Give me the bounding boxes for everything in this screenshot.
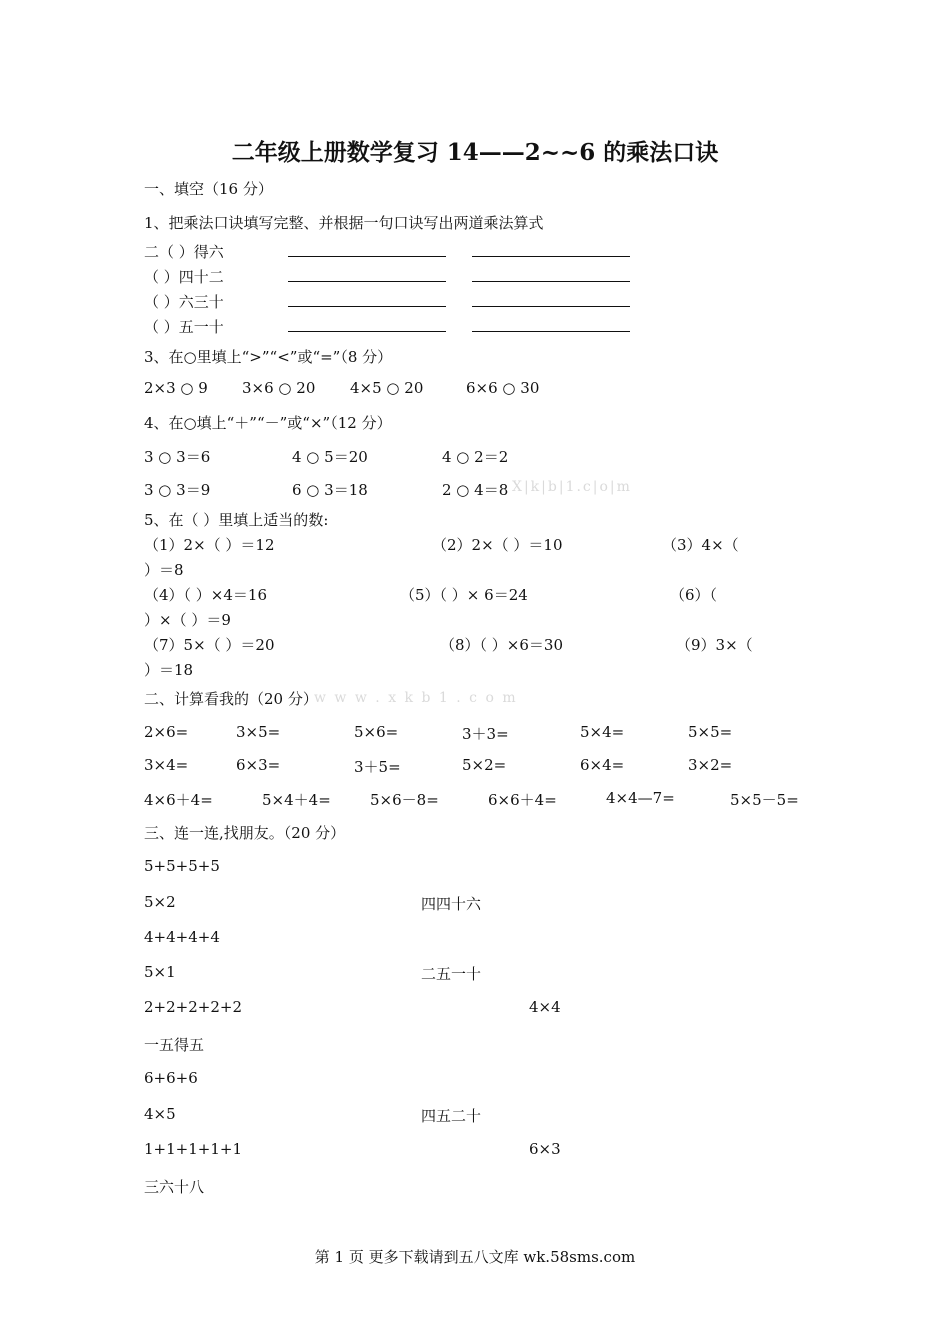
q3-instruction: 3、在○里填上“>”“<”或“=”（8 分） [144, 348, 393, 366]
q5-item: （5）（ ）× 6＝24 [400, 586, 528, 604]
calc-item: 5×6= [354, 723, 399, 741]
q3-item: 4×5 ○ 20 [350, 379, 424, 397]
match-left-item: 2+2+2+2+2 [144, 998, 242, 1016]
answer-line [288, 281, 446, 282]
answer-line [472, 331, 630, 332]
answer-line [288, 331, 446, 332]
answer-line [472, 306, 630, 307]
q1-instruction: 1、把乘法口诀填写完整、并根据一句口诀写出两道乘法算式 [144, 214, 544, 232]
section3-heading: 三、连一连,找朋友。（20 分） [144, 824, 346, 842]
answer-line [288, 256, 446, 257]
q5-item: （6）（ [670, 586, 718, 604]
calc-item: 4×4—7= [606, 789, 675, 807]
q4-item: 3 ○ 3＝9 [144, 481, 211, 499]
calc-item: 3＋5= [354, 758, 401, 776]
section1-heading: 一、填空（16 分） [144, 180, 273, 198]
q3-item: 2×3 ○ 9 [144, 379, 208, 397]
q1-row-3: （ ）六三十 [144, 293, 224, 311]
calc-item: 2×6= [144, 723, 189, 741]
answer-line [472, 281, 630, 282]
q4-instruction: 4、在○填上“＋”“－”或“×”（12 分） [144, 414, 392, 432]
match-left-item: 5×2 [144, 893, 176, 911]
q1-row-4: （ ）五一十 [144, 318, 224, 336]
match-left-item: 4+4+4+4 [144, 928, 220, 946]
calc-item: 6×6＋4= [488, 791, 557, 809]
match-left-item: 4×5 [144, 1105, 176, 1123]
q5-item: （2）2×（ ）＝10 [432, 536, 563, 554]
q5-item: ）×（ ）＝9 [144, 611, 231, 629]
page-title: 二年级上册数学复习 14——2~~6 的乘法口诀 [231, 139, 719, 166]
q5-item: （4）（ ）×4＝16 [144, 586, 268, 604]
page-footer: 第 1 页 更多下载请到五八文库 wk.58sms.com [314, 1248, 636, 1266]
match-left-item: 三六十八 [144, 1178, 205, 1196]
match-right-item: 6×3 [529, 1140, 561, 1158]
answer-line [288, 306, 446, 307]
q4-item: 2 ○ 4＝8 [442, 481, 509, 499]
calc-item: 5×4= [580, 723, 625, 741]
watermark: w w w . x k b 1 . c o m [314, 690, 518, 706]
q5-item: （9）3×（ [676, 636, 753, 654]
match-middle-item: 四五二十 [421, 1107, 482, 1125]
match-left-item: 一五得五 [144, 1036, 205, 1054]
q5-instruction: 5、在（ ）里填上适当的数: [144, 511, 329, 529]
q4-item: 4 ○ 5＝20 [292, 448, 368, 466]
calc-item: 3＋3= [462, 725, 509, 743]
q5-item: （8）（ ）×6＝30 [440, 636, 564, 654]
q4-item: 4 ○ 2＝2 [442, 448, 509, 466]
match-left-item: 6+6+6 [144, 1069, 198, 1087]
q4-item: 6 ○ 3＝18 [292, 481, 368, 499]
q5-item: （1）2×（ ）＝12 [144, 536, 275, 554]
q1-row-2: （ ）四十二 [144, 268, 224, 286]
calc-item: 3×5= [236, 723, 281, 741]
q4-item: 3 ○ 3＝6 [144, 448, 211, 466]
calc-item: 4×6＋4= [144, 791, 213, 809]
q5-item: （7）5×（ ）＝20 [144, 636, 275, 654]
calc-item: 5×6－8= [370, 791, 439, 809]
q5-item: （3）4×（ [662, 536, 739, 554]
calc-item: 6×4= [580, 756, 625, 774]
q3-item: 3×6 ○ 20 [242, 379, 316, 397]
calc-item: 5×2= [462, 756, 507, 774]
match-right-item: 4×4 [529, 998, 561, 1016]
match-middle-item: 二五一十 [421, 965, 482, 983]
calc-item: 3×4= [144, 756, 189, 774]
q3-item: 6×6 ○ 30 [466, 379, 540, 397]
calc-item: 5×5－5= [730, 791, 799, 809]
q5-item: ）＝18 [144, 661, 194, 679]
calc-item: 5×5= [688, 723, 733, 741]
match-left-item: 5+5+5+5 [144, 857, 220, 875]
match-middle-item: 四四十六 [421, 895, 482, 913]
q1-row-1: 二（ ）得六 [144, 243, 224, 261]
calc-item: 6×3= [236, 756, 281, 774]
q5-item: ）＝8 [144, 561, 184, 579]
match-left-item: 5×1 [144, 963, 176, 981]
answer-line [472, 256, 630, 257]
calc-item: 5×4＋4= [262, 791, 331, 809]
section2-heading: 二、计算看我的（20 分） [144, 690, 318, 708]
match-left-item: 1+1+1+1+1 [144, 1140, 242, 1158]
watermark: X|k|b|1.c|o|m [512, 479, 632, 495]
calc-item: 3×2= [688, 756, 733, 774]
